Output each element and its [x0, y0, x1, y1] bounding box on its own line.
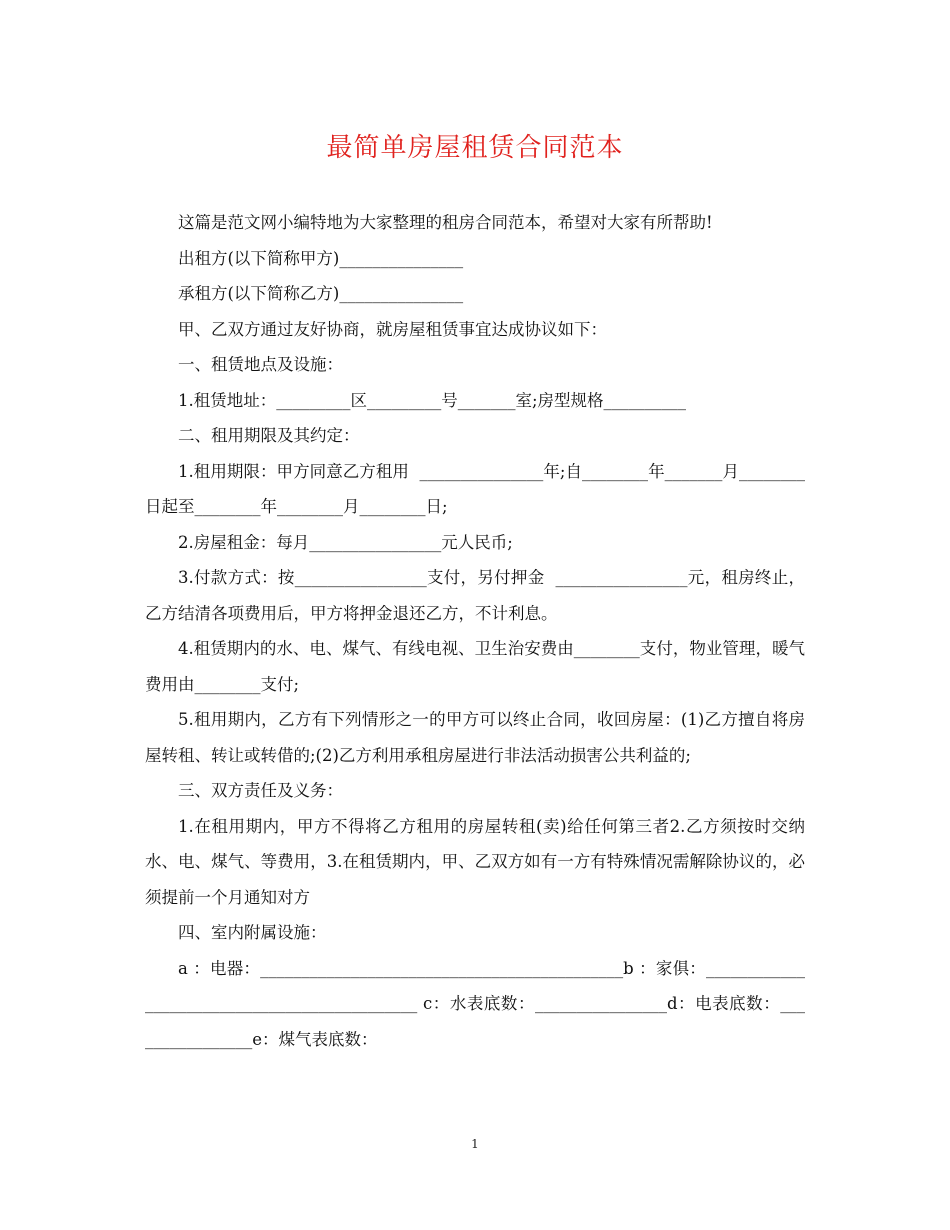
paragraph-rent: 2.房屋租金：每月________________元人民币; [178, 532, 513, 552]
paragraph-duties: 1.在租用期内，甲方不得将乙方租用的房屋转租(卖)给任何第三者2.乙方须按时交纳水、电、煤气、等费用，3.在租赁期内，甲、乙双方如有一方有特殊情况需解除协议的，必须提前一个月通知对方 [145, 816, 805, 907]
paragraph-agreement: 甲、乙双方通过友好协商，就房屋租赁事宜达成协议如下： [178, 319, 607, 339]
section-heading-term: 二、租用期限及其约定： [178, 426, 360, 445]
section-heading-location: 一、租赁地点及设施： [178, 355, 343, 374]
document-body [145, 205, 805, 1057]
page-number: 1 [471, 1137, 479, 1151]
paragraph-facilities: a ：电器：____________________________________________b ：家俱：_____________________________________________ c：水表底数：________________d：电表底数：________________e：煤气表底数： [145, 958, 805, 1049]
paragraph-payment: 3.付款方式：按________________支付，另付押金 ________________元，租房终止，乙方结清各项费用后，甲方将押金退还乙方，不计利息。 [145, 568, 805, 623]
document-title: 最简单房屋租赁合同范本 [326, 133, 624, 163]
paragraph-termination: 5.租用期内，乙方有下列情形之一的甲方可以终止合同，收回房屋：(1)乙方擅自将房屋转租、转让或转借的;(2)乙方利用承租房屋进行非法活动损害公共利益的; [145, 710, 805, 765]
paragraph-lessor: 出租方(以下简称甲方)_______________ [178, 248, 464, 268]
paragraph-term: 1.租用期限：甲方同意乙方租用 _______________年;自________年_______月________日起至________年________月________日; [145, 461, 805, 516]
section-heading-facilities: 四、室内附属设施： [178, 923, 327, 942]
paragraph-lessee: 承租方(以下简称乙方)_______________ [178, 284, 464, 303]
paragraph-utilities: 4.租赁期内的水、电、煤气、有线电视、卫生治安费由________支付，物业管理，暖气费用由________支付; [145, 639, 805, 694]
section-heading-duties: 三、双方责任及义务： [178, 781, 343, 800]
paragraph-address: 1.租赁地址：_________区_________号_______室;房型规格__________ [178, 390, 687, 410]
paragraph-intro: 这篇是范文网小编特地为大家整理的租房合同范本，希望对大家有所帮助! [178, 213, 713, 232]
